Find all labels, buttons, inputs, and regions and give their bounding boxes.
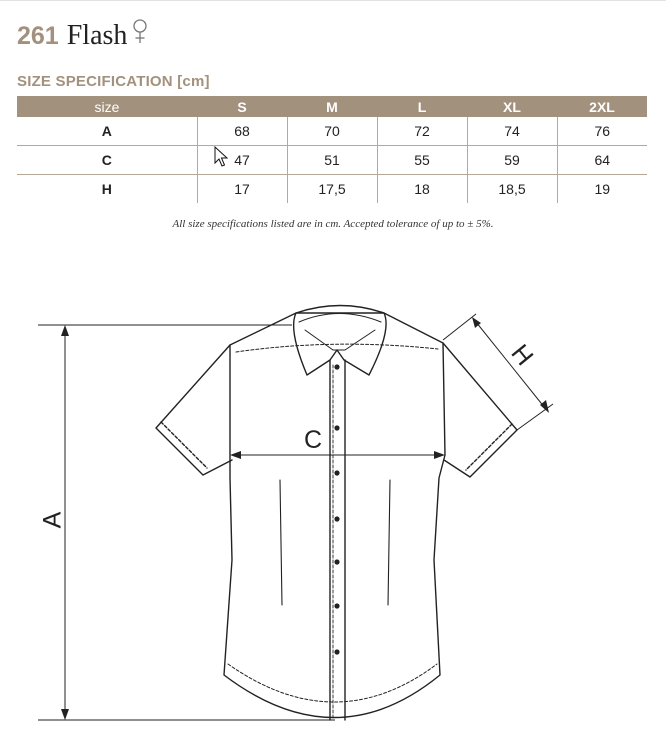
dimension-c-label: C: [303, 426, 323, 454]
table-cell: 55: [377, 146, 467, 175]
tolerance-note: All size specifications listed are in cm. Accepted tolerance of up to ± 5%.: [172, 218, 494, 230]
table-cell: 17: [197, 175, 287, 204]
right-sleeve-hem: [466, 424, 512, 470]
table-header-cell: S: [197, 96, 287, 117]
product-code: 261: [17, 22, 59, 50]
table-cell: 64: [557, 146, 647, 175]
dimension-h-line: [443, 314, 553, 430]
collar-outline: [294, 306, 386, 376]
placket-outline: [330, 360, 345, 720]
table-cell: 76: [557, 117, 647, 146]
table-cell: 47: [197, 146, 287, 175]
shirt-buttons: [334, 364, 339, 654]
dimension-h-label: H: [505, 339, 539, 371]
dimension-a-line: [38, 325, 335, 720]
table-cell: 68: [197, 117, 287, 146]
product-name: Flash: [66, 20, 128, 51]
row-label: C: [17, 146, 197, 175]
table-cell: 72: [377, 117, 467, 146]
row-label: A: [17, 117, 197, 146]
table-header-cell: size: [17, 96, 197, 117]
table-header-cell: M: [287, 96, 377, 117]
table-cell: 59: [467, 146, 557, 175]
spec-heading: SIZE SPECIFICATION [cm]: [17, 73, 210, 90]
table-cell: 74: [467, 117, 557, 146]
shirt-body-outline: [224, 313, 445, 718]
table-header-cell: 2XL: [557, 96, 647, 117]
table-cell: 70: [287, 117, 377, 146]
table-header-cell: L: [377, 96, 467, 117]
table-header-cell: XL: [467, 96, 557, 117]
table-cell: 51: [287, 146, 377, 175]
table-cell: 18,5: [467, 175, 557, 204]
dimension-a-label: A: [38, 511, 67, 529]
row-label: H: [101, 181, 112, 197]
table-cell: 19: [557, 175, 647, 204]
left-sleeve-hem: [161, 422, 207, 468]
table-cell: 17,5: [287, 175, 377, 204]
table-cell: 18: [377, 175, 467, 204]
